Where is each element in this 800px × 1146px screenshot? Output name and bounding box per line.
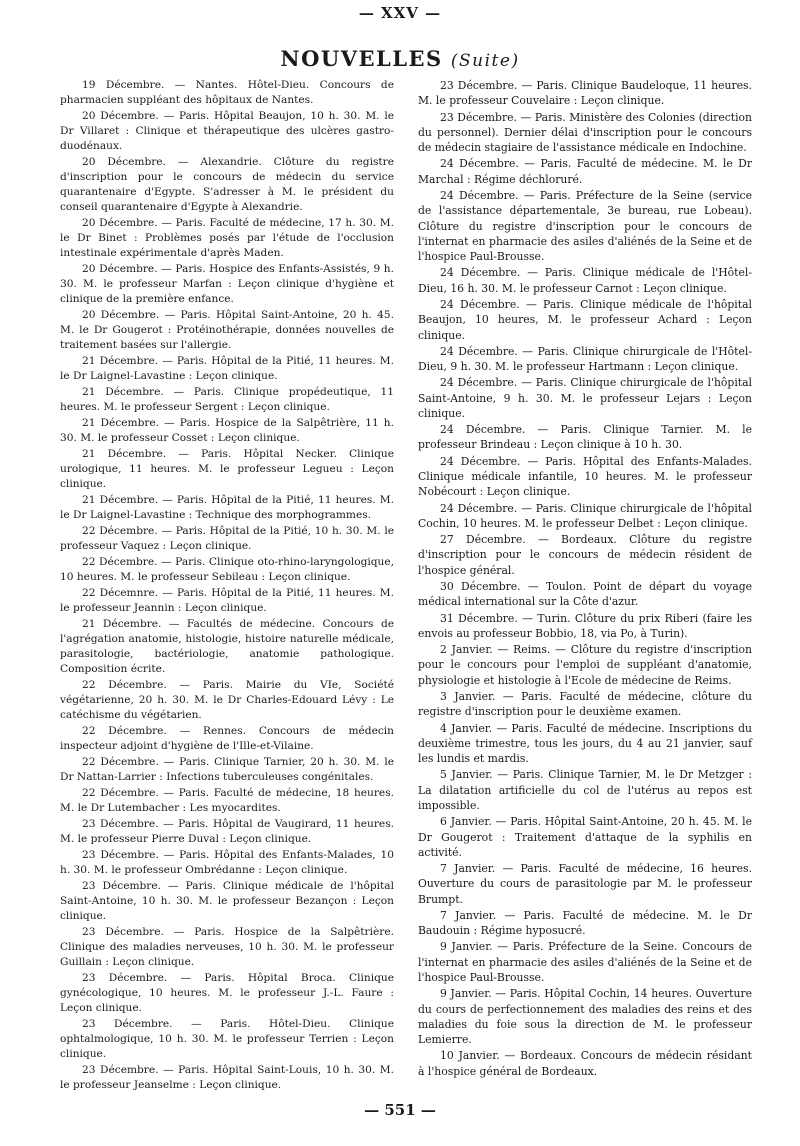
news-entry: 24 Décembre. — Paris. Faculté de médecine. M. le Dr Marchal : Régime déchloruré.: [418, 157, 752, 186]
news-entry: 20 Décembre. — Alexandrie. Clôture du registre d'inscription pour le concours de médecin du service quarantenaire d'Egypte. S'adresser à M. le président du conseil quarantenaire d'Egypte à Alexandrie.: [60, 156, 394, 213]
section-title: [0, 46, 800, 71]
news-entry: 7 Janvier. — Paris. Faculté de médecine, 16 heures. Ouverture du cours de parasitologie par M. le professeur Brumpt.: [418, 862, 752, 906]
section-title-subtitle: (Suite): [450, 51, 520, 71]
news-entry: 21 Décembre. — Paris. Hospice de la Salpêtrière, 11 h. 30. M. le professeur Cosset : Leçon clinique.: [60, 417, 394, 444]
news-entry: 22 Décembre. — Paris. Clinique oto-rhino-laryngologique, 10 heures. M. le professeur Sebileau : Leçon clinique.: [60, 556, 394, 583]
news-entry: 21 Décembre. — Facultés de médecine. Concours de l'agrégation anatomie, histologie, histoire naturelle médicale, parasitologie, bactériologie, anatomie pathologique. Composition écrite.: [60, 618, 394, 675]
left-column: [60, 78, 394, 1094]
news-entry: 24 Décembre. — Paris. Clinique Tarnier. M. le professeur Brindeau : Leçon clinique à 10 h. 30.: [418, 423, 752, 452]
news-entry: 22 Décembre. — Paris. Clinique Tarnier, 20 h. 30. M. le Dr Nattan-Larrier : Infections tuberculeuses congénitales.: [60, 756, 394, 783]
news-entry: 20 Décembre. — Paris. Hôpital Beaujon, 10 h. 30. M. le Dr Villaret : Clinique et thérapeutique des ulcères gastro-duodénaux.: [60, 110, 394, 152]
news-entry: 23 Décembre. — Paris. Clinique Baudeloque, 11 heures. M. le professeur Couvelaire : Leçon clinique.: [418, 79, 752, 108]
news-entry: 23 Décembre. — Paris. Ministère des Colonies (direction du personnel). Dernier délai d'inscription pour le concours de médecin stagiaire de l'assistance médicale en Indochine.: [418, 110, 752, 155]
news-entry: 22 Décembre. — Paris. Mairie du VIe, Société végétarienne, 20 h. 30. M. le Dr Charles-Edouard Lévy : Le catéchisme du végétarien.: [60, 679, 394, 721]
news-entry: 9 Janvier. — Paris. Préfecture de la Seine. Concours de l'internat en pharmacie des asiles d'aliénés de la Seine et de l'hospice Paul-Brousse.: [418, 940, 752, 985]
news-entry: 3 Janvier. — Paris. Faculté de médecine, clôture du registre d'inscription pour le deuxième examen.: [418, 689, 752, 719]
news-entry: 23 Décembre. — Paris. Hôpital des Enfants-Malades, 10 h. 30. M. le professeur Ombrédanne : Leçon clinique.: [60, 849, 394, 876]
news-entry: 4 Janvier. — Paris. Faculté de médecine. Inscriptions du deuxième trimestre, tous les jours, du 4 au 21 janvier, sauf les lundis et mardis.: [418, 721, 752, 766]
news-entry: 24 Décembre. — Paris. Préfecture de la Seine (service de l'assistance départementale, 3e bureau, rue Lobeau). Clôture du registre d'inscription pour le concours de l'internat en pharmacie des asiles d'aliénés de la Seine et de l'hospice Paul-Brousse.: [418, 188, 752, 264]
news-entry: 31 Décembre. — Turin. Clôture du prix Riberi (faire les envois au professeur Bobbio, 18, via Po, à Turin).: [418, 611, 752, 640]
news-entry: 24 Décembre. — Paris. Clinique chirurgicale de l'hôpital Saint-Antoine, 9 h. 30. M. le professeur Lejars : Leçon clinique.: [418, 376, 752, 420]
news-entry: 5 Janvier. — Paris. Clinique Tarnier, M. le Dr Metzger : La dilatation artificielle du col de l'utérus au repos est impossible.: [418, 768, 752, 812]
news-entry: 30 Décembre. — Toulon. Point de départ du voyage médical international sur la Côte d'azur.: [418, 580, 752, 609]
news-entry: 23 Décembre. — Paris. Clinique médicale de l'hôpital Saint-Antoine, 10 h. 30. M. le professeur Bezançon : Leçon clinique.: [60, 880, 394, 922]
news-entry: 20 Décembre. — Paris. Faculté de médecine, 17 h. 30. M. le Dr Binet : Problèmes posés par l'étude de l'occlusion intestinale expérimentale d'après Maden.: [60, 217, 394, 259]
news-entry: 24 Décembre. — Paris. Clinique chirurgicale de l'hôpital Cochin, 10 heures. M. le professeur Delbet : Leçon clinique.: [418, 501, 752, 530]
news-entry: 24 Décembre. — Paris. Clinique chirurgicale de l'Hôtel-Dieu, 9 h. 30. M. le professeur Hartmann : Leçon clinique.: [418, 344, 752, 374]
news-entry: 23 Décembre. — Paris. Hôpital Saint-Louis, 10 h. 30. M. le professeur Jeanselme : Leçon clinique.: [60, 1064, 394, 1091]
news-entry: 22 Décemnre. — Paris. Hôpital de la Pitié, 11 heures. M. le professeur Jeannin : Leçon clinique.: [60, 587, 394, 614]
news-entry: 23 Décembre. — Paris. Hôpital Broca. Clinique gynécologique, 10 heures. M. le professeur J.-L. Faure : Leçon clinique.: [60, 972, 394, 1014]
news-entry: 23 Décembre. — Paris. Hôpital de Vaugirard, 11 heures. M. le professeur Pierre Duval : Leçon clinique.: [60, 818, 394, 845]
page-header-number: — XXV —: [358, 4, 442, 22]
news-entry: 6 Janvier. — Paris. Hôpital Saint-Antoine, 20 h. 45. M. le Dr Gougerot : Traitement d'attaque de la syphilis en activité.: [418, 815, 752, 859]
news-entry: 21 Décembre. — Paris. Clinique propédeutique, 11 heures. M. le professeur Sergent : Leçon clinique.: [60, 386, 394, 413]
news-entry: 22 Décembre. — Paris. Hôpital de la Pitié, 10 h. 30. M. le professeur Vaquez : Leçon clinique.: [60, 525, 394, 552]
news-entry: 22 Décembre. — Rennes. Concours de médecin inspecteur adjoint d'hygiène de l'Ille-et-Vilaine.: [60, 725, 394, 752]
news-entry: 20 Décembre. — Paris. Hospice des Enfants-Assistés, 9 h. 30. M. le professeur Marfan : Leçon clinique d'hygiène et clinique de la première enfance.: [60, 263, 394, 305]
news-entry: 23 Décembre. — Paris. Hospice de la Salpêtrière. Clinique des maladies nerveuses, 10 h. 30. M. le professeur Guillain : Leçon clinique.: [60, 926, 394, 968]
news-entry: 2 Janvier. — Reims. — Clôture du registre d'inscription pour le concours pour l'emploi de suppléant d'anatomie, physiologie et histologie à l'Ecole de médecine de Reims.: [418, 643, 752, 687]
news-entry: 24 Décembre. — Paris. Hôpital des Enfants-Malades. Clinique médicale infantile, 10 heures. M. le professeur Nobécourt : Leçon clinique.: [418, 454, 752, 499]
news-entry: 23 Décembre. — Paris. Hôtel-Dieu. Clinique ophtalmologique, 10 h. 30. M. le professeur Terrien : Leçon clinique.: [60, 1018, 394, 1060]
news-entry: 24 Décembre. — Paris. Clinique médicale de l'hôpital Beaujon, 10 heures, M. le professeur Achard : Leçon clinique.: [418, 297, 752, 342]
news-entry: 24 Décembre. — Paris. Clinique médicale de l'Hôtel-Dieu, 16 h. 30. M. le professeur Carnot : Leçon clinique.: [418, 266, 752, 295]
news-entry: 21 Décembre. — Paris. Hôpital Necker. Clinique urologique, 11 heures. M. le professeur Legueu : Leçon clinique.: [60, 448, 394, 490]
news-entry: 20 Décembre. — Paris. Hôpital Saint-Antoine, 20 h. 45. M. le Dr Gougerot : Protéinothérapie, données nouvelles de traitement basées sur l'allergie.: [60, 309, 394, 351]
news-entry: 7 Janvier. — Paris. Faculté de médecine. M. le Dr Baudouin : Régime hyposucré.: [418, 908, 752, 938]
news-entry: 9 Janvier. — Paris. Hôpital Cochin, 14 heures. Ouverture du cours de perfectionnement des maladies des reins et des maladies du foie sous la direction de M. le professeur Lemierre.: [418, 987, 752, 1047]
page-footer-number: — 551 —: [364, 1101, 436, 1119]
right-column: [418, 78, 752, 1080]
news-entry: 27 Décembre. — Bordeaux. Clôture du registre d'inscription pour le concours de médecin résident de l'hospice général.: [418, 533, 752, 577]
news-entry: 10 Janvier. — Bordeaux. Concours de médecin résidant à l'hospice général de Bordeaux.: [418, 1049, 752, 1078]
news-entry: 21 Décembre. — Paris. Hôpital de la Pitié, 11 heures. M. le Dr Laignel-Lavastine : Technique des morphogrammes.: [60, 494, 394, 521]
news-entry: 22 Décembre. — Paris. Faculté de médecine, 18 heures. M. le Dr Lutembacher : Les myocardites.: [60, 787, 394, 814]
section-title-main: NOUVELLES: [280, 46, 443, 71]
news-entry: 19 Décembre. — Nantes. Hôtel-Dieu. Concours de pharmacien suppléant des hôpitaux de Nantes.: [60, 79, 394, 106]
news-entry: 21 Décembre. — Paris. Hôpital de la Pitié, 11 heures. M. le Dr Laignel-Lavastine : Leçon clinique.: [60, 355, 394, 382]
